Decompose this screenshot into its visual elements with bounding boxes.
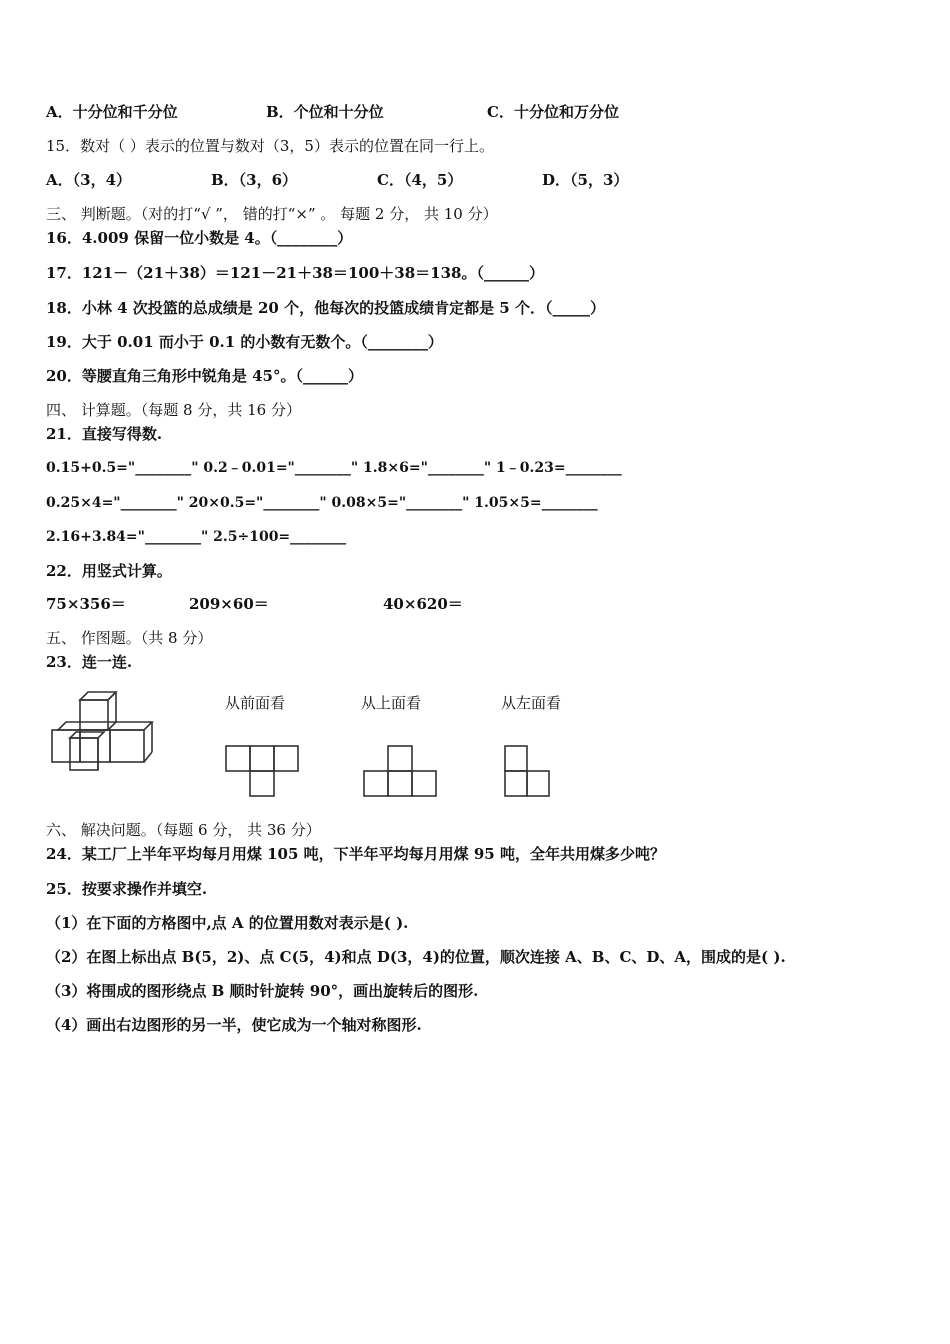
question-24: 24．某工厂上半年平均每月用煤 105 吨，下半年平均每月用煤 95 吨，全年共用煤多少吨？ xyxy=(46,845,665,863)
q15-option-d: D．（5，3） xyxy=(542,171,629,189)
q25-part-1: （1）在下面的方格图中,点 A 的位置用数对表示是( ). xyxy=(46,914,409,932)
question-25: 25．按要求操作并填空. xyxy=(46,880,208,898)
question-21: 21．直接写得数. xyxy=(46,425,163,443)
q15-option-c: C．（4，5） xyxy=(377,171,463,189)
question-17: 17．121－（21＋38）＝121－21＋38＝100＋38＝138。（______） xyxy=(46,264,544,282)
cube-stack-figure xyxy=(46,690,156,775)
question-19: 19．大于 0.01 而小于 0.1 的小数有无数个。（________） xyxy=(46,333,443,351)
section-4-heading: 四、 计算题。（每题 8 分，共 16 分） xyxy=(46,401,301,419)
left-view-shape xyxy=(503,744,559,798)
q25-part-4: （4）画出右边图形的另一半，使它成为一个轴对称图形. xyxy=(46,1016,422,1034)
q21-row-3: 2.16+3.84="________" 2.5÷100=________ xyxy=(46,529,347,545)
q22-item-2: 209×60＝ xyxy=(189,595,269,613)
q22-item-1: 75×356＝ xyxy=(46,595,126,613)
question-18: 18．小林 4 次投篮的总成绩是 20 个，他每次的投篮成绩肯定都是 5 个．（_____） xyxy=(46,299,605,317)
section-5-heading: 五、 作图题。（共 8 分） xyxy=(46,629,213,647)
front-view-shape xyxy=(224,744,302,798)
caption-top-view: 从上面看 xyxy=(361,694,422,712)
q25-part-2: （2）在图上标出点 B(5，2)、点 C(5，4)和点 D(3，4)的位置，顺次连接 A、B、C、D、A，围成的是( ). xyxy=(46,948,786,966)
q14-option-a: A．十分位和千分位 xyxy=(46,103,178,121)
q21-row-2: 0.25×4="________" 20×0.5="________" 0.08×5="________" 1.05×5=________ xyxy=(46,495,598,511)
question-15: 15．数对（ ）表示的位置与数对（3，5）表示的位置在同一行上。 xyxy=(46,137,494,155)
q15-option-a: A．（3，4） xyxy=(46,171,132,189)
q15-option-b: B．（3，6） xyxy=(211,171,298,189)
q25-part-3: （3）将围成的图形绕点 B 顺时针旋转 90°，画出旋转后的图形. xyxy=(46,982,479,1000)
section-6-heading: 六、 解决问题。（每题 6 分， 共 36 分） xyxy=(46,821,321,839)
q22-item-3: 40×620＝ xyxy=(383,595,463,613)
caption-left-view: 从左面看 xyxy=(501,694,562,712)
top-view-shape xyxy=(362,744,442,798)
q21-row-1: 0.15+0.5="________" 0.2﹣0.01="________" 1.8×6="________" 1﹣0.23=________ xyxy=(46,460,622,476)
section-3-heading: 三、 判断题。（对的打“√ ”， 错的打“×” 。 每题 2 分， 共 10 分） xyxy=(46,205,498,223)
question-16: 16．4.009 保留一位小数是 4。（________） xyxy=(46,229,353,247)
q14-option-c: C．十分位和万分位 xyxy=(487,103,619,121)
caption-front-view: 从前面看 xyxy=(225,694,286,712)
q14-option-b: B．个位和十分位 xyxy=(266,103,384,121)
question-22: 22．用竖式计算。 xyxy=(46,562,172,580)
question-23: 23．连一连. xyxy=(46,653,133,671)
question-20: 20．等腰直角三角形中锐角是 45°。（______） xyxy=(46,367,363,385)
